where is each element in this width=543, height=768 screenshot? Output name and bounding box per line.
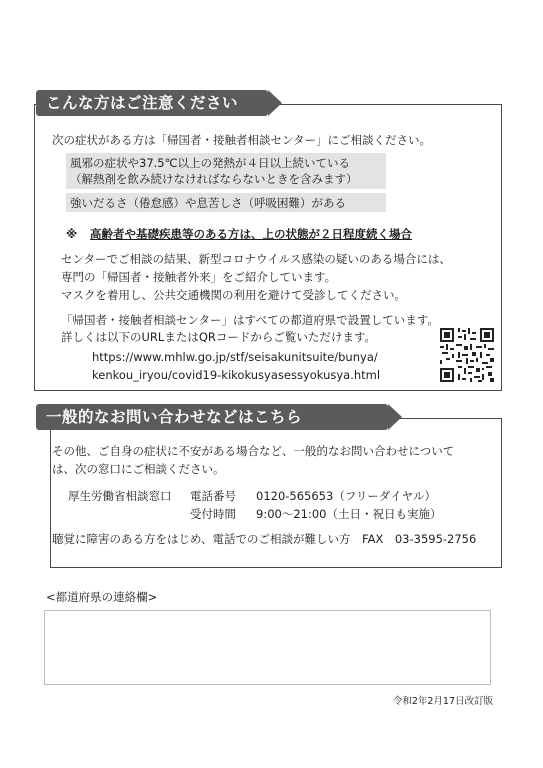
hours-label: 受付時間 xyxy=(190,507,236,521)
mhlw-url-line2[interactable]: kenkou_iryou/covid19-kikokusyasessyokusya.html xyxy=(92,368,381,382)
symptom-1-line2: （解熱剤を飲み続けなければならないときを含みます） xyxy=(70,172,358,186)
reception-hours: 9:00～21:00（土日・祝日も実施） xyxy=(256,507,442,521)
consultation-paragraph-line3: マスクを着用し、公共交通機関の利用を避けて受診してください。 xyxy=(61,288,406,302)
prefecture-contact-field[interactable] xyxy=(44,610,491,685)
consultation-paragraph-line1: センターでご相談の結果、新型コロナウイルス感染の疑いのある場合には、 xyxy=(61,252,451,266)
inquiry-intro-line2: は、次の窓口にご相談ください。 xyxy=(52,462,225,476)
prefecture-contact-label: <都道府県の連絡欄> xyxy=(46,590,158,604)
center-info-line2: 詳しくは以下のURLまたはQRコードからご覧いただけます。 xyxy=(61,330,376,344)
fax-info: 聴覚に障害のある方をはじめ、電話でのご相談が難しい方 FAX 03-3595-2756 xyxy=(52,532,477,546)
symptom-2: 強いだるさ（倦怠感）や息苦しさ（呼吸困難）がある xyxy=(70,196,346,210)
mhlw-url-line1[interactable]: https://www.mhlw.go.jp/stf/seisakunitsuite/bunya/ xyxy=(92,350,378,364)
phone-label: 電話番号 xyxy=(190,489,236,503)
inquiry-intro-line1: その他、ご自身の症状に不安がある場合など、一般的なお問い合わせについて xyxy=(52,444,455,458)
qr-code-icon[interactable] xyxy=(440,328,494,382)
consultation-paragraph-line2: 専門の「帰国者・接触者外来」をご紹介しています。 xyxy=(61,270,337,284)
symptom-1-line1: 風邪の症状や37.5℃以上の発熱が４日以上続いている xyxy=(70,156,351,170)
center-info-line1: 「帰国者・接触者相談センター」はすべての都道府県で設置しています。 xyxy=(61,313,439,327)
note-mark: ※ xyxy=(66,227,78,241)
inquiry-heading: 一般的なお問い合わせなどはこちら xyxy=(36,404,388,430)
phone-number[interactable]: 0120-565653（フリーダイヤル） xyxy=(256,489,437,503)
attention-heading: こんな方はご注意ください xyxy=(36,90,268,116)
mhlw-office-label: 厚生労働省相談窓口 xyxy=(68,489,172,503)
elderly-note: 高齢者や基礎疾患等のある方は、上の状態が２日程度続く場合 xyxy=(90,227,412,241)
attention-intro: 次の症状がある方は「帰国者・接触者相談センター」にご相談ください。 xyxy=(52,133,432,147)
revision-date: 令和2年2月17日改訂版 xyxy=(392,696,493,707)
